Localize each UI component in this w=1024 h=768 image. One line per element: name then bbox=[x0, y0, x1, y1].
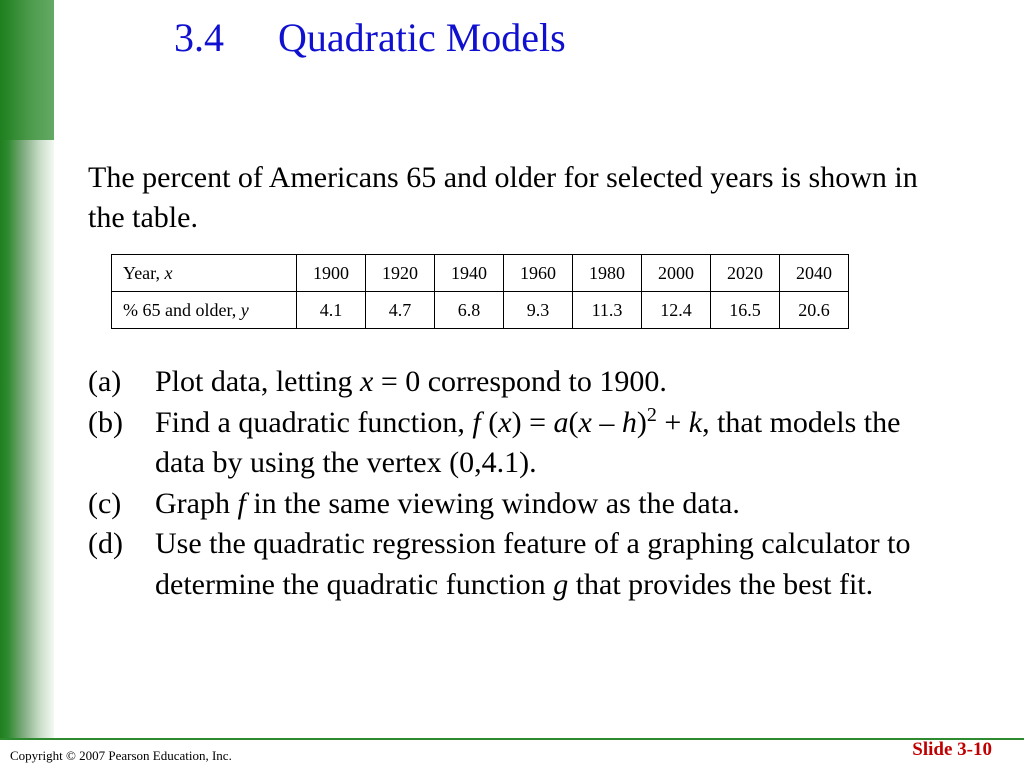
table-cell: 20.6 bbox=[780, 292, 849, 329]
section-number: 3.4 bbox=[174, 15, 224, 60]
row-header-percent bbox=[112, 292, 297, 329]
part-a-var: x bbox=[359, 365, 374, 398]
part-b-text bbox=[155, 403, 938, 484]
part-b-exponent: 2 bbox=[646, 403, 657, 426]
part-b-x: x bbox=[498, 405, 512, 439]
part-b bbox=[88, 403, 938, 484]
part-b-paren-3: ( bbox=[568, 405, 579, 439]
table-cell: 16.5 bbox=[711, 292, 780, 329]
copyright-text: Copyright © 2007 Pearson Education, Inc. bbox=[10, 748, 232, 763]
part-a-tag: (a) bbox=[88, 365, 122, 398]
table-cell: 6.8 bbox=[435, 292, 504, 329]
table-cell: 1940 bbox=[435, 255, 504, 292]
table-row-years bbox=[112, 255, 849, 292]
part-d-text-2: that provides the best fit. bbox=[568, 567, 874, 601]
table-cell: 2040 bbox=[780, 255, 849, 292]
row-header-year bbox=[112, 255, 297, 292]
part-d-text-1: Use the quadratic regression feature of a graphing calculator to determine the quadratic function bbox=[155, 527, 911, 601]
slide-title bbox=[174, 14, 566, 62]
row-header-percent-var: y bbox=[240, 299, 249, 320]
part-d-text bbox=[155, 524, 938, 605]
side-gradient-bar-top bbox=[0, 0, 54, 140]
side-gradient-bar bbox=[0, 0, 54, 738]
table-cell: 11.3 bbox=[573, 292, 642, 329]
table-cell: 1960 bbox=[504, 255, 573, 292]
table-row-percents bbox=[112, 292, 849, 329]
part-b-minus: – bbox=[591, 405, 622, 439]
part-c-text bbox=[155, 484, 938, 525]
footer-divider bbox=[0, 738, 1024, 740]
data-table bbox=[111, 254, 849, 329]
part-c bbox=[88, 484, 938, 525]
table-cell: 12.4 bbox=[642, 292, 711, 329]
table-cell: 1980 bbox=[573, 255, 642, 292]
part-b-equals: ) = bbox=[511, 405, 554, 439]
part-b-k: k bbox=[688, 405, 703, 439]
part-a-text-1: Plot data, letting bbox=[155, 365, 360, 398]
table-cell: 1920 bbox=[366, 255, 435, 292]
part-b-plus: + bbox=[656, 405, 689, 439]
part-b-paren-1: ( bbox=[480, 405, 499, 439]
table-cell: 4.1 bbox=[297, 292, 366, 329]
part-c-text-1: Graph bbox=[155, 486, 238, 520]
table-cell: 9.3 bbox=[504, 292, 573, 329]
part-b-tag: (b) bbox=[88, 405, 123, 439]
table-cell: 1900 bbox=[297, 255, 366, 292]
part-b-h: h bbox=[621, 405, 637, 439]
part-c-tag: (c) bbox=[88, 486, 122, 520]
part-b-x2: x bbox=[578, 405, 592, 439]
table-cell: 2020 bbox=[711, 255, 780, 292]
part-a-text-2: = 0 correspond to 1900. bbox=[373, 365, 667, 398]
question-parts bbox=[88, 362, 938, 605]
slide-number: Slide 3-10 bbox=[912, 739, 992, 760]
table-cell: 4.7 bbox=[366, 292, 435, 329]
part-d-var: g bbox=[553, 567, 569, 601]
table-cell: 2000 bbox=[642, 255, 711, 292]
part-d bbox=[88, 524, 938, 605]
row-header-percent-prefix: % 65 and older, bbox=[123, 299, 241, 320]
row-header-year-prefix: Year, bbox=[123, 262, 165, 283]
part-c-var: f bbox=[237, 486, 246, 520]
part-b-a: a bbox=[553, 405, 569, 439]
part-a bbox=[88, 362, 938, 403]
part-a-text bbox=[155, 362, 938, 403]
part-b-f: f bbox=[472, 405, 481, 439]
part-c-text-2: in the same viewing window as the data. bbox=[245, 486, 740, 520]
part-d-tag: (d) bbox=[88, 527, 123, 560]
part-b-paren-4: ) bbox=[636, 405, 647, 439]
row-header-year-var: x bbox=[164, 262, 173, 283]
intro-text: The percent of Americans 65 and older for selected years is shown in the table. bbox=[88, 161, 918, 234]
part-b-text-1: Find a quadratic function, bbox=[155, 405, 473, 439]
part-b-text-2: , that models the data by using the vertex (0,4.1). bbox=[155, 405, 901, 479]
section-title: Quadratic Models bbox=[278, 15, 566, 60]
